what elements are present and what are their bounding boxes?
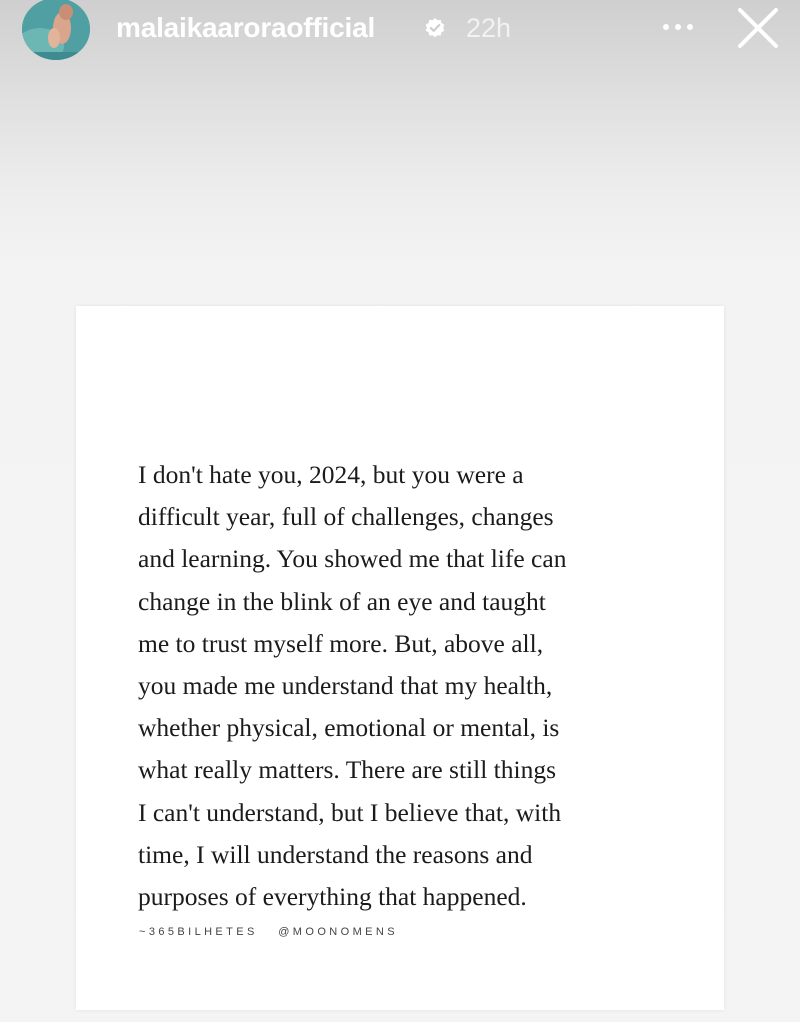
more-options-icon[interactable]	[660, 18, 696, 36]
avatar-photo	[22, 0, 90, 60]
credit-account-1: ~365BILHETES	[139, 926, 258, 938]
quote-card	[76, 306, 724, 1010]
credit-account-2: @MOONOMENS	[278, 926, 398, 938]
quote-text: I don't hate you, 2024, but you were a difficult year, full of challenges, changes and learning. You showed me that life can change in the blink of an eye and taught me to trust myself more. But, above all, you made me understand that my health, whether physical, emotional or mental, is what really matters. There are still things I can't understand, but I believe that, with time, I will understand the reasons and purposes of everything that happened.	[138, 460, 567, 912]
close-icon[interactable]	[736, 6, 780, 50]
verified-badge-icon	[424, 17, 446, 39]
story-timestamp: 22h	[466, 13, 512, 43]
credits	[139, 926, 398, 938]
username[interactable]: malaikaaroraofficial	[116, 12, 376, 43]
story-header	[0, 0, 800, 60]
avatar[interactable]	[22, 0, 90, 60]
